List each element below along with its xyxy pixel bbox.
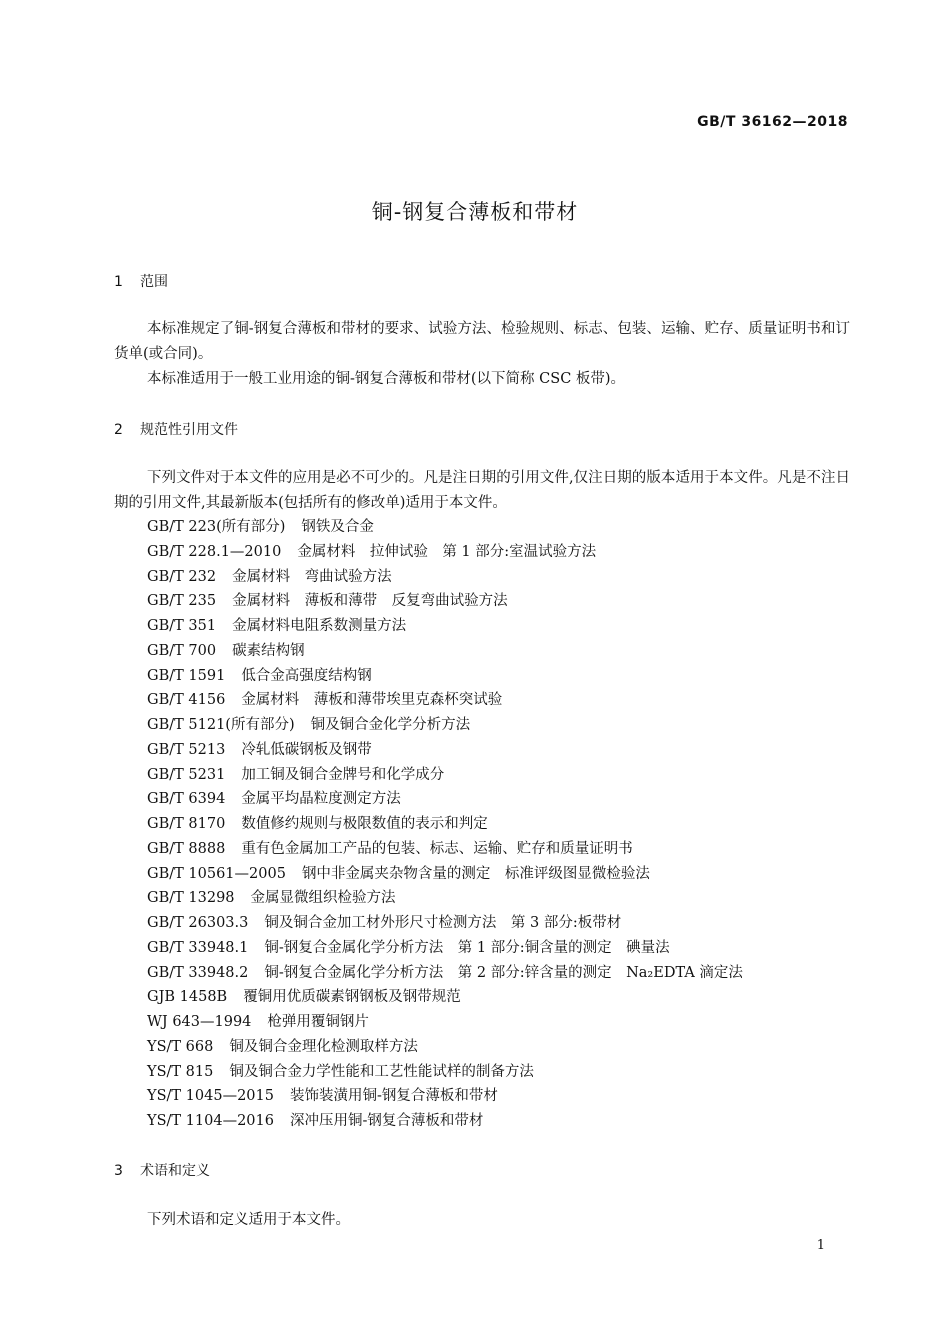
reference-title: 金属材料电阻系数测量方法 bbox=[232, 618, 407, 634]
reference-item bbox=[147, 713, 743, 738]
reference-code: WJ 643—1994 bbox=[147, 1014, 252, 1030]
reference-title: 铜-钢复合金属化学分析方法 第 1 部分:铜含量的测定 碘量法 bbox=[264, 939, 670, 956]
section-3-heading bbox=[114, 1160, 210, 1180]
reference-code: GB/T 8888 bbox=[147, 840, 226, 857]
reference-title: 冷轧低碳钢板及钢带 bbox=[241, 741, 372, 758]
reference-code: YS/T 668 bbox=[147, 1038, 214, 1055]
reference-item bbox=[147, 886, 743, 911]
reference-code: YS/T 815 bbox=[147, 1063, 214, 1080]
reference-code: GB/T 26303.3 bbox=[147, 915, 249, 931]
reference-title: 深冲压用铜-钢复合薄板和带材 bbox=[289, 1113, 484, 1129]
reference-item bbox=[147, 589, 743, 614]
paragraph: 下列文件对于本文件的应用是必不可少的。凡是注日期的引用文件,仅注日期的版本适用于本文件。凡是不注日期的引用文件,其最新版本(包括所有的修改单)适用于本文件。 bbox=[114, 470, 850, 511]
reference-code: GB/T 5213 bbox=[147, 741, 226, 758]
reference-code: GB/T 351 bbox=[147, 618, 217, 634]
reference-title: 铜-钢复合金属化学分析方法 第 2 部分:锌含量的测定 Na₂EDTA 滴定法 bbox=[264, 964, 743, 981]
reference-item bbox=[147, 688, 743, 713]
reference-title: 铜及铜合金化学分析方法 bbox=[310, 717, 471, 733]
reference-code: GB/T 10561—2005 bbox=[147, 865, 286, 882]
reference-item bbox=[147, 565, 743, 590]
reference-title: 钢铁及合金 bbox=[301, 519, 374, 535]
page-number: 1 bbox=[816, 1238, 825, 1253]
reference-code: GB/T 228.1—2010 bbox=[147, 543, 282, 560]
reference-title: 金属平均晶粒度测定方法 bbox=[241, 791, 401, 808]
paragraph: 本标准适用于一般工业用途的铜-钢复合薄板和带材(以下简称 CSC 板带)。 bbox=[147, 371, 626, 387]
reference-title: 铜及铜合金力学性能和工艺性能试样的制备方法 bbox=[229, 1063, 534, 1080]
reference-title: 金属材料 弯曲试验方法 bbox=[232, 568, 392, 585]
reference-item bbox=[147, 1010, 743, 1035]
reference-item bbox=[147, 763, 743, 788]
reference-code: GB/T 235 bbox=[147, 593, 217, 610]
reference-code: GB/T 13298 bbox=[147, 890, 235, 907]
document-title: 铜-钢复合薄板和带材 bbox=[371, 200, 579, 224]
reference-title: 金属显微组织检验方法 bbox=[250, 890, 396, 907]
reference-code: GB/T 33948.2 bbox=[147, 964, 249, 981]
reference-item bbox=[147, 961, 743, 986]
reference-title: 金属材料 拉伸试验 第 1 部分:室温试验方法 bbox=[297, 543, 597, 560]
reference-title: 加工铜及铜合金牌号和化学成分 bbox=[241, 766, 445, 783]
reference-title: 装饰装潢用铜-钢复合薄板和带材 bbox=[289, 1088, 498, 1105]
section-title: 范围 bbox=[140, 274, 168, 290]
reference-code: GB/T 5121(所有部分) bbox=[147, 717, 295, 733]
reference-title: 碳素结构钢 bbox=[232, 642, 305, 659]
reference-code: GB/T 1591 bbox=[147, 667, 226, 684]
reference-title: 金属材料 薄板和薄带 反复弯曲试验方法 bbox=[232, 593, 508, 610]
standard-code: GB/T 36162—2018 bbox=[697, 114, 848, 130]
reference-item bbox=[147, 812, 743, 837]
reference-title: 低合金高强度结构钢 bbox=[241, 667, 372, 684]
reference-code: GB/T 5231 bbox=[147, 766, 226, 783]
reference-item bbox=[147, 862, 743, 887]
reference-code: GB/T 223(所有部分) bbox=[147, 519, 286, 535]
reference-code: YS/T 1045—2015 bbox=[147, 1088, 274, 1105]
section-number: 1 bbox=[114, 274, 123, 290]
reference-item bbox=[147, 515, 743, 540]
reference-code: GB/T 4156 bbox=[147, 692, 226, 709]
reference-item bbox=[147, 911, 743, 936]
reference-title: 数值修约规则与极限数值的表示和判定 bbox=[241, 816, 488, 832]
reference-code: GB/T 8170 bbox=[147, 816, 226, 832]
reference-title: 铜及铜合金加工材外形尺寸检测方法 第 3 部分:板带材 bbox=[264, 915, 622, 931]
section-number: 3 bbox=[114, 1163, 123, 1179]
reference-code: GJB 1458B bbox=[147, 989, 228, 1006]
reference-item bbox=[147, 1035, 743, 1060]
reference-code: GB/T 33948.1 bbox=[147, 939, 249, 956]
reference-item bbox=[147, 1084, 743, 1109]
reference-title: 重有色金属加工产品的包装、标志、运输、贮存和质量证明书 bbox=[241, 840, 633, 857]
reference-item bbox=[147, 837, 743, 862]
section-2-heading bbox=[114, 419, 238, 439]
paragraph: 下列术语和定义适用于本文件。 bbox=[147, 1212, 350, 1228]
reference-item bbox=[147, 787, 743, 812]
reference-title: 覆铜用优质碳素钢钢板及钢带规范 bbox=[243, 989, 461, 1006]
reference-item bbox=[147, 664, 743, 689]
section-title: 规范性引用文件 bbox=[140, 422, 238, 438]
reference-item bbox=[147, 540, 743, 565]
reference-item bbox=[147, 1109, 743, 1134]
reference-item bbox=[147, 614, 743, 639]
section-1-heading bbox=[114, 271, 168, 291]
reference-title: 枪弹用覆铜钢片 bbox=[267, 1014, 369, 1030]
paragraph: 本标准规定了铜-钢复合薄板和带材的要求、试验方法、检验规则、标志、包装、运输、贮存、质量证明书和订货单(或合同)。 bbox=[114, 321, 850, 362]
reference-item bbox=[147, 936, 743, 961]
normative-reference-list bbox=[147, 515, 743, 1134]
reference-code: YS/T 1104—2016 bbox=[147, 1113, 274, 1129]
reference-item bbox=[147, 639, 743, 664]
section-number: 2 bbox=[114, 422, 123, 438]
reference-item bbox=[147, 738, 743, 763]
section-title: 术语和定义 bbox=[140, 1163, 210, 1179]
reference-code: GB/T 6394 bbox=[147, 791, 226, 808]
reference-item bbox=[147, 985, 743, 1010]
reference-title: 金属材料 薄板和薄带埃里克森杯突试验 bbox=[241, 692, 503, 709]
reference-code: GB/T 232 bbox=[147, 568, 217, 585]
reference-title: 钢中非金属夹杂物含量的测定 标准评级图显微检验法 bbox=[301, 865, 650, 882]
reference-title: 铜及铜合金理化检测取样方法 bbox=[229, 1038, 418, 1055]
reference-item bbox=[147, 1060, 743, 1085]
reference-code: GB/T 700 bbox=[147, 642, 217, 659]
